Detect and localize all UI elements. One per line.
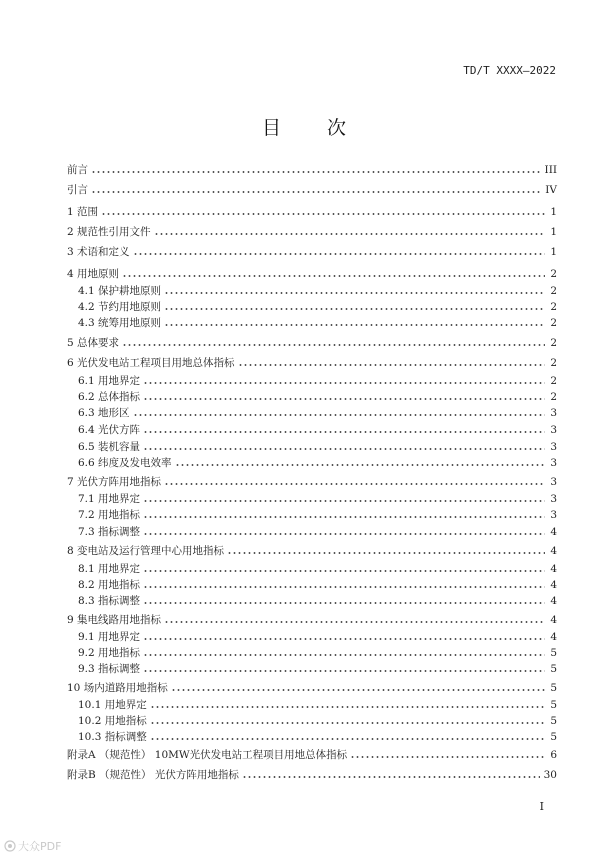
toc-entry-label: 9.1 用地界定 (78, 631, 141, 643)
toc-entry-page: 2 (550, 391, 557, 403)
toc-entry-label: 3 术语和定义 (67, 246, 130, 258)
toc-entry-page: 5 (550, 647, 557, 659)
toc-entry-label: 10.2 用地指标 (78, 715, 147, 727)
toc-leader-dots (227, 551, 545, 555)
watermark-logo-icon (4, 840, 16, 852)
toc-leader-dots (143, 447, 545, 451)
toc-leader-dots (91, 190, 541, 194)
toc-entry[interactable] (78, 698, 557, 713)
toc-entry-page: 4 (550, 614, 557, 626)
toc-leader-dots (164, 620, 545, 624)
toc-entry[interactable] (78, 646, 557, 661)
toc-entry-label: 6.4 光伏方阵 (78, 424, 141, 436)
toc-entry[interactable] (78, 730, 557, 745)
toc-entry-page: IV (545, 184, 557, 196)
toc-entry-label: 2 规范性引用文件 (67, 226, 151, 238)
toc-entry-label: 4 用地原则 (67, 268, 120, 280)
toc-leader-dots (91, 170, 541, 174)
toc-entry-label: 附录B （规范性） 光伏方阵用地指标 (67, 769, 239, 781)
toc-entry[interactable] (67, 748, 557, 763)
toc-entry-label: 9 集电线路用地指标 (67, 614, 162, 626)
toc-entry-page: 2 (550, 357, 557, 369)
toc-entry-label: 6.5 装机容量 (78, 441, 141, 453)
toc-entry[interactable] (78, 578, 557, 593)
toc-entry-page: 4 (550, 563, 557, 575)
toc-leader-dots (143, 430, 545, 434)
toc-entry[interactable] (67, 163, 557, 178)
toc-entry-label: 6.2 总体指标 (78, 391, 141, 403)
toc-entry-page: 2 (550, 268, 557, 280)
toc-entry-page: 5 (550, 731, 557, 743)
toc-leader-dots (150, 705, 545, 709)
toc-entry-page: 5 (550, 682, 557, 694)
toc-leader-dots (164, 307, 545, 311)
toc-leader-dots (175, 463, 545, 467)
toc-leader-dots (242, 775, 540, 779)
toc-entry-page: 3 (550, 476, 557, 488)
toc-entry-page: 3 (550, 441, 557, 453)
toc-entry[interactable] (78, 284, 557, 299)
toc-leader-dots (133, 252, 545, 256)
toc-leader-dots (133, 413, 545, 417)
toc-entry-label: 4.3 统筹用地原则 (78, 317, 162, 329)
toc-leader-dots (171, 688, 545, 692)
document-code: TD/T XXXX—2022 (463, 64, 556, 77)
toc-entry[interactable] (78, 316, 557, 331)
toc-leader-dots (143, 569, 545, 573)
toc-entry-label: 10.1 用地界定 (78, 699, 147, 711)
toc-entry-label: 7.3 指标调整 (78, 526, 141, 538)
toc-entry-label: 8 变电站及运行管理中心用地指标 (67, 545, 225, 557)
toc-entry[interactable] (78, 456, 557, 471)
toc-entry-page: 3 (550, 457, 557, 469)
watermark-text: 大众PDF (18, 840, 62, 853)
toc-entry-page: 2 (550, 317, 557, 329)
toc-leader-dots (143, 653, 545, 657)
toc-entry-label: 8.3 指标调整 (78, 595, 141, 607)
toc-leader-dots (238, 363, 545, 367)
toc-leader-dots (143, 637, 545, 641)
toc-entry-page: 2 (550, 285, 557, 297)
toc-entry[interactable] (78, 492, 557, 507)
toc-entry-label: 7 光伏方阵用地指标 (67, 476, 162, 488)
toc-leader-dots (122, 274, 545, 278)
toc-leader-dots (143, 585, 545, 589)
toc-entry-page: 4 (550, 545, 557, 557)
toc-entry-page: 2 (550, 375, 557, 387)
toc-leader-dots (143, 669, 545, 673)
toc-entry[interactable] (67, 475, 557, 490)
toc-entry[interactable] (78, 630, 557, 645)
toc-entry-page: 3 (550, 424, 557, 436)
toc-entry-label: 4.2 节约用地原则 (78, 301, 162, 313)
toc-entry-label: 5 总体要求 (67, 337, 120, 349)
toc-entry-page: 1 (550, 226, 557, 238)
toc-entry-label: 10 场内道路用地指标 (67, 682, 168, 694)
toc-entry-label: 8.1 用地界定 (78, 563, 141, 575)
toc-entry-page: 4 (550, 595, 557, 607)
toc-leader-dots (143, 397, 545, 401)
page-title: 目 次 (261, 117, 367, 139)
toc-entry-label: 4.1 保护耕地原则 (78, 285, 162, 297)
toc-leader-dots (150, 737, 545, 741)
toc-entry[interactable] (67, 613, 557, 628)
watermark (4, 838, 61, 854)
toc-entry-label: 9.3 指标调整 (78, 663, 141, 675)
toc-entry[interactable] (67, 183, 557, 198)
toc-entry-label: 7.1 用地界定 (78, 493, 141, 505)
toc-entry[interactable] (78, 423, 557, 438)
toc-entry[interactable] (67, 356, 557, 371)
toc-entry-page: III (544, 164, 557, 176)
toc-entry[interactable] (67, 245, 557, 260)
toc-entry[interactable] (78, 562, 557, 577)
toc-entry[interactable] (67, 681, 557, 696)
toc-entry-page: 5 (550, 699, 557, 711)
page-number: I (539, 800, 544, 813)
toc-entry-page: 4 (550, 579, 557, 591)
toc-entry-page: 4 (550, 631, 557, 643)
toc-leader-dots (164, 291, 545, 295)
toc-entry-label: 10.3 指标调整 (78, 731, 147, 743)
toc-entry-label: 前言 (67, 164, 88, 176)
toc-entry[interactable] (78, 406, 557, 421)
toc-entry-page: 3 (550, 407, 557, 419)
toc-entry[interactable] (78, 374, 557, 389)
toc-entry-label: 附录A （规范性） 10MW光伏发电站工程项目用地总体指标 (67, 749, 348, 761)
toc-entry[interactable] (67, 267, 557, 282)
toc-entry-page: 4 (550, 526, 557, 538)
toc-leader-dots (350, 755, 545, 759)
toc-entry[interactable] (78, 525, 557, 540)
toc-entry-page: 1 (550, 206, 557, 218)
toc-leader-dots (101, 212, 545, 216)
toc-leader-dots (143, 601, 545, 605)
toc-entry-label: 1 范围 (67, 206, 99, 218)
toc-entry-page: 30 (543, 769, 557, 781)
toc-leader-dots (143, 532, 545, 536)
toc-entry-page: 2 (550, 337, 557, 349)
toc-leader-dots (143, 499, 545, 503)
toc-entry[interactable] (78, 508, 557, 523)
toc-entry[interactable] (78, 390, 557, 405)
toc-entry-label: 6 光伏发电站工程项目用地总体指标 (67, 357, 235, 369)
toc-entry[interactable] (67, 225, 557, 240)
toc-entry-page: 3 (550, 509, 557, 521)
toc-entry[interactable] (67, 336, 557, 351)
toc-entry[interactable] (67, 544, 557, 559)
toc-entry[interactable] (78, 594, 557, 609)
toc-entry-page: 6 (550, 749, 557, 761)
toc-entry-label: 6.1 用地界定 (78, 375, 141, 387)
toc-entry-label: 7.2 用地指标 (78, 509, 141, 521)
toc-leader-dots (164, 482, 545, 486)
toc-leader-dots (143, 515, 545, 519)
toc-leader-dots (122, 343, 545, 347)
toc-entry-label: 6.6 纬度及发电效率 (78, 457, 172, 469)
toc-entry-page: 3 (550, 493, 557, 505)
toc-entry[interactable] (67, 205, 557, 220)
toc-leader-dots (164, 323, 545, 327)
toc-entry-page: 2 (550, 301, 557, 313)
toc-entry[interactable] (78, 714, 557, 729)
toc-entry[interactable] (78, 440, 557, 455)
toc-entry-page: 1 (550, 246, 557, 258)
toc-entry-page: 5 (550, 663, 557, 675)
toc-leader-dots (143, 381, 545, 385)
toc-entry[interactable] (67, 768, 557, 783)
toc-entry[interactable] (78, 300, 557, 315)
toc-entry-page: 5 (550, 715, 557, 727)
toc-leader-dots (150, 721, 545, 725)
toc-entry-label: 9.2 用地指标 (78, 647, 141, 659)
toc-entry-label: 8.2 用地指标 (78, 579, 141, 591)
toc-entry-label: 6.3 地形区 (78, 407, 130, 419)
toc-entry[interactable] (78, 662, 557, 677)
toc-entry-label: 引言 (67, 184, 88, 196)
toc-leader-dots (154, 232, 545, 236)
